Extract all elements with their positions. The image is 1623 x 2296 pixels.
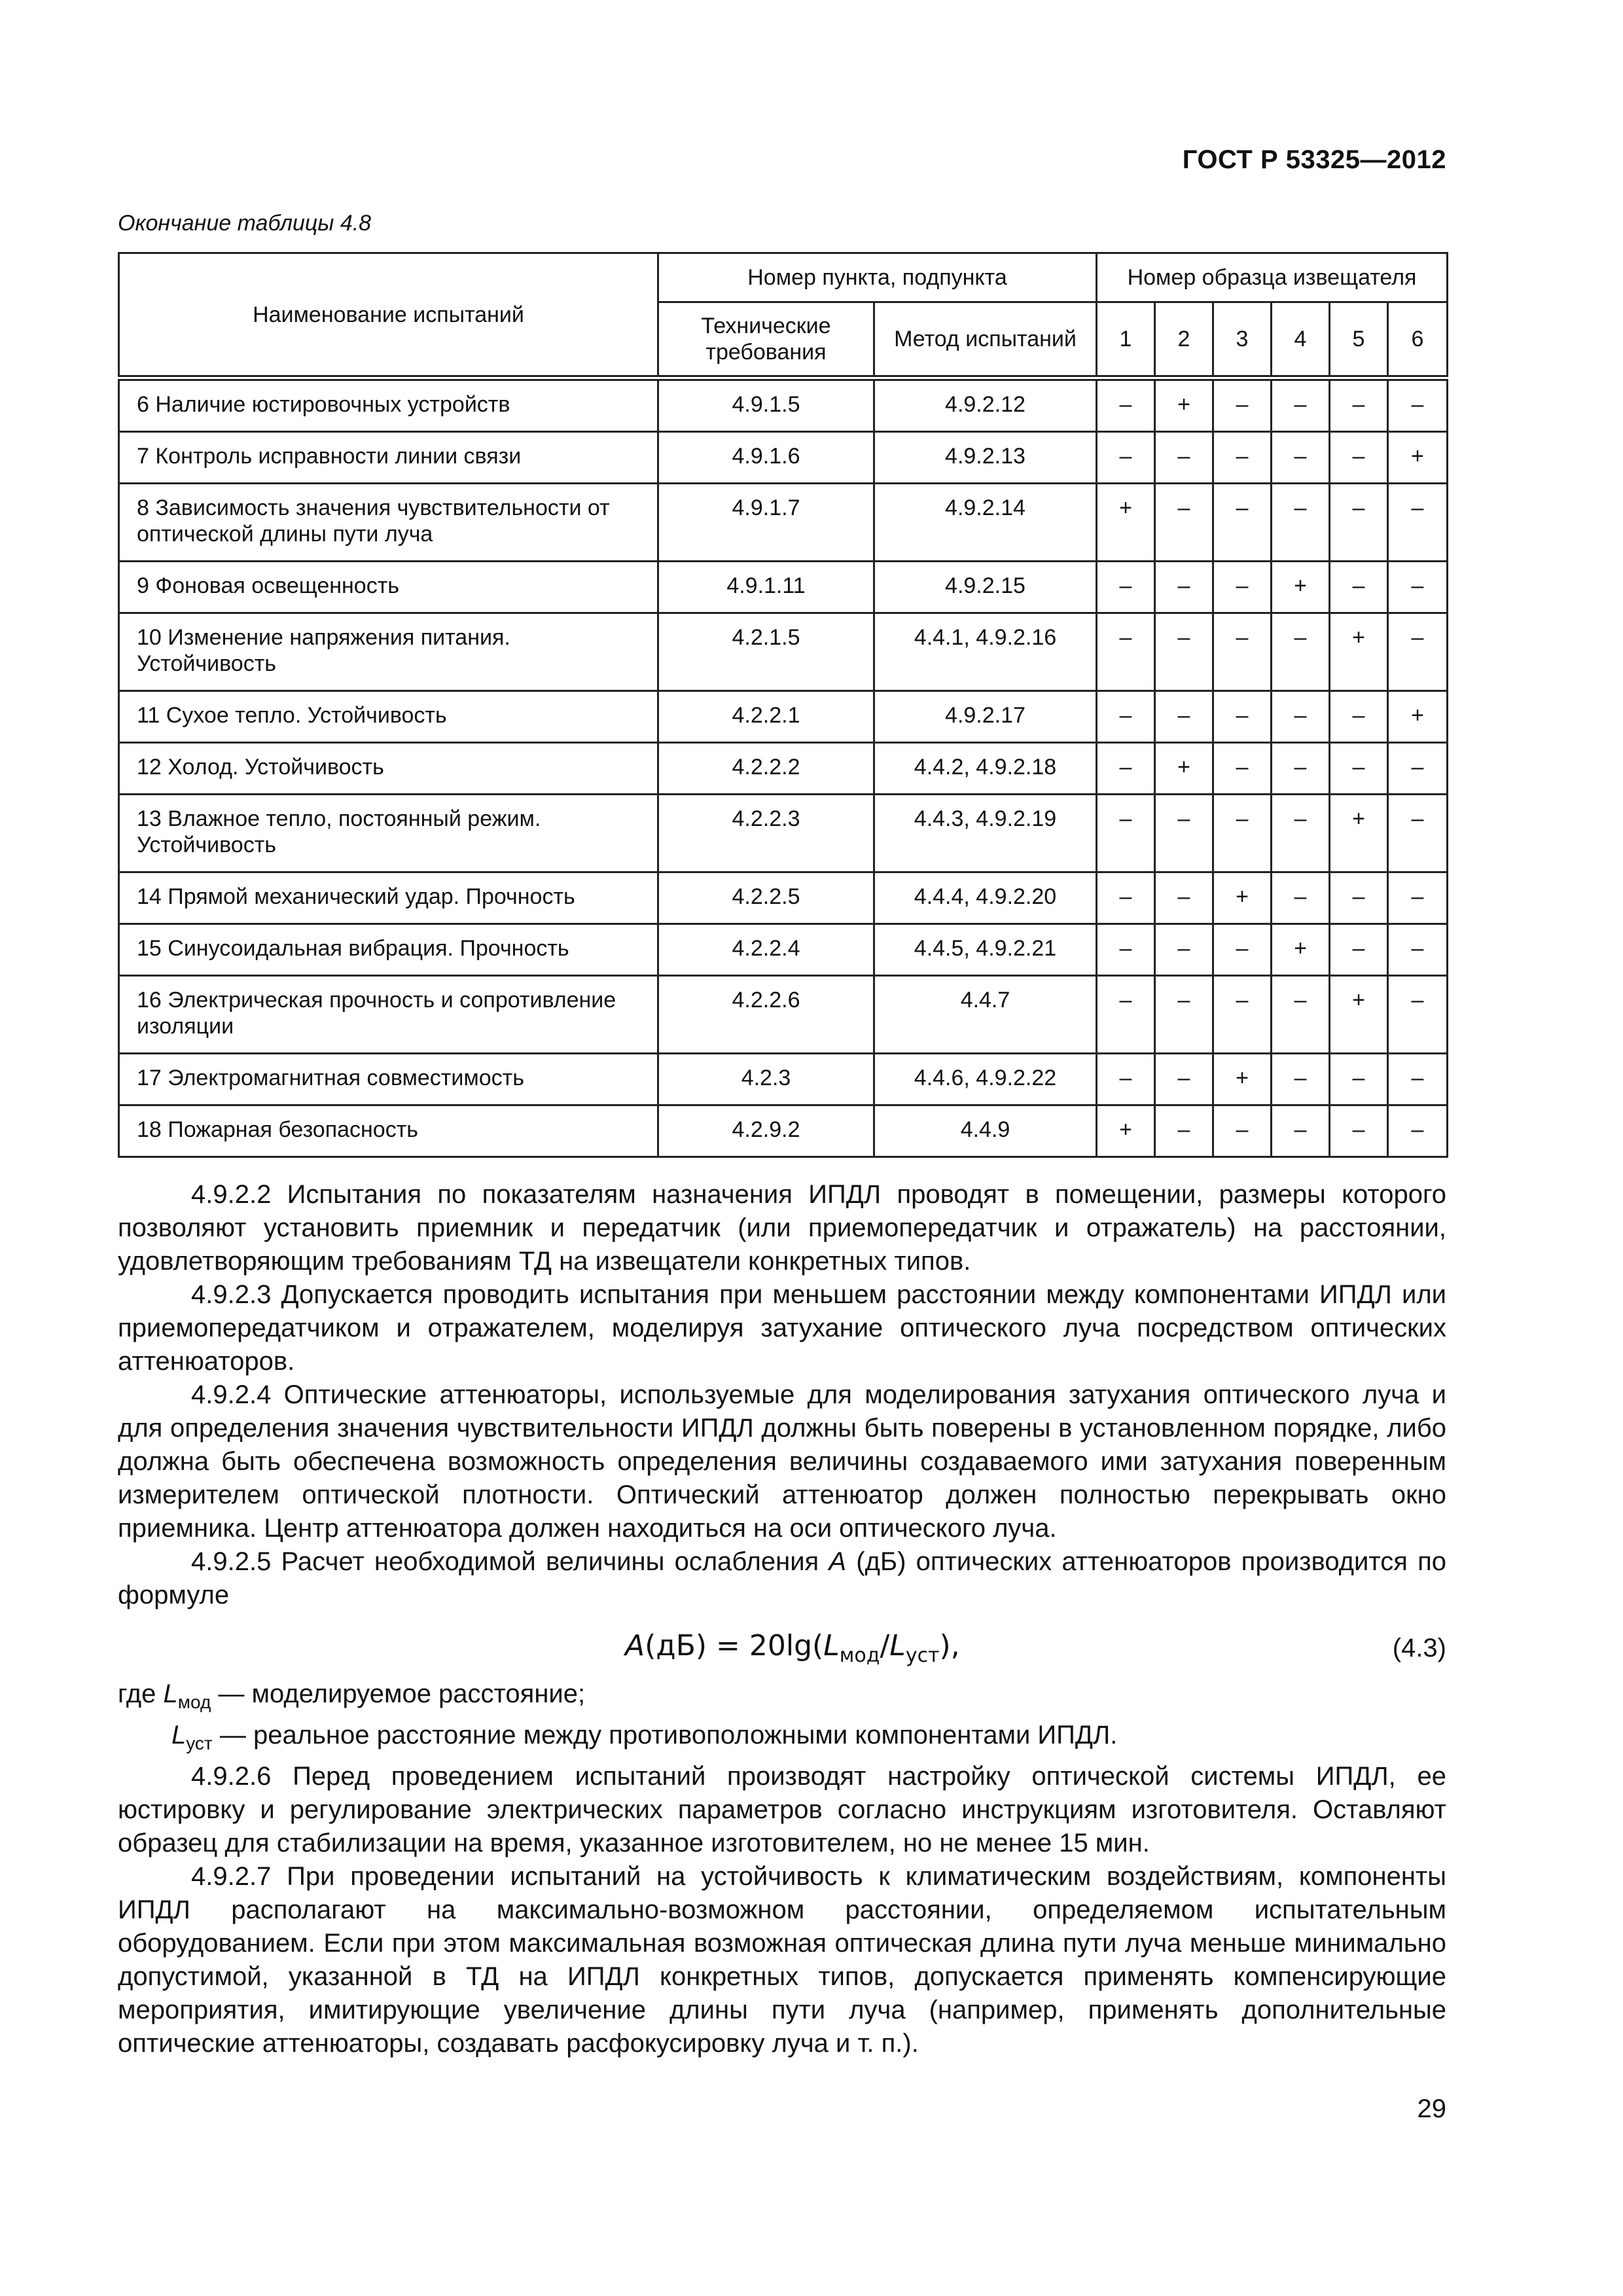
table-row	[119, 976, 1448, 1054]
cell-tech-requirement: 4.2.3	[658, 1054, 874, 1105]
cell-test-method: 4.4.2, 4.9.2.18	[874, 743, 1097, 795]
cell-sample-mark: –	[1213, 691, 1272, 743]
cell-sample-mark: –	[1330, 1105, 1388, 1157]
cell-sample-mark: –	[1330, 432, 1388, 484]
cell-sample-mark: –	[1155, 562, 1213, 613]
cell-test-name: 12 Холод. Устойчивость	[119, 743, 658, 795]
cell-test-method: 4.4.1, 4.9.2.16	[874, 613, 1097, 691]
cell-sample-mark: –	[1213, 562, 1272, 613]
body-text	[118, 1178, 1446, 2060]
cell-sample-mark: +	[1097, 1105, 1155, 1157]
variable-sub: мод	[177, 1692, 211, 1712]
variable: L	[163, 1679, 178, 1708]
cell-test-name: 13 Влажное тепло, постоянный режим. Устойчивость	[119, 795, 658, 872]
header-sample-2: 2	[1155, 302, 1213, 378]
cell-tech-requirement: 4.9.1.7	[658, 484, 874, 562]
header-sample-5: 5	[1330, 302, 1388, 378]
cell-test-method: 4.4.4, 4.9.2.20	[874, 872, 1097, 924]
cell-sample-mark: –	[1097, 924, 1155, 976]
cell-sample-mark: –	[1388, 562, 1448, 613]
cell-sample-mark: –	[1388, 872, 1448, 924]
cell-test-name: 11 Сухое тепло. Устойчивость	[119, 691, 658, 743]
cell-test-name: 6 Наличие юстировочных устройств	[119, 378, 658, 432]
cell-sample-mark: –	[1330, 484, 1388, 562]
cell-test-name: 16 Электрическая прочность и сопротивление изоляции	[119, 976, 658, 1054]
paragraph-text: 4.9.2.5 Расчет необходимой величины ослабления	[191, 1547, 829, 1576]
header-sample-3: 3	[1213, 302, 1272, 378]
cell-sample-mark: –	[1330, 691, 1388, 743]
table-row	[119, 872, 1448, 924]
cell-sample-mark: –	[1272, 743, 1330, 795]
cell-sample-mark: –	[1213, 743, 1272, 795]
cell-sample-mark: –	[1097, 691, 1155, 743]
cell-sample-mark: –	[1388, 1054, 1448, 1105]
formula-expression: $A(дБ) = 20\lg(L_{мод}/L_{уст})$,	[625, 1629, 960, 1667]
cell-sample-mark: –	[1213, 795, 1272, 872]
formula-unit: (дБ)	[645, 1629, 707, 1662]
cell-sample-mark: –	[1097, 432, 1155, 484]
cell-sample-mark: –	[1213, 484, 1272, 562]
page-number: 29	[1417, 2094, 1446, 2123]
paragraph: 4.9.2.3 Допускается проводить испытания при меньшем расстоянии между компонентами ИПДЛ или приемопередатчиком и отражателем, моделируя затухание оптического луча посредством оптических аттенюаторов.	[118, 1280, 1446, 1376]
cell-tech-requirement: 4.2.2.3	[658, 795, 874, 872]
cell-sample-mark: –	[1097, 872, 1155, 924]
cell-sample-mark: –	[1097, 378, 1155, 432]
cell-tech-requirement: 4.9.1.5	[658, 378, 874, 432]
definition-text: — реальное расстояние между противоположными компонентами ИПДЛ.	[212, 1721, 1118, 1749]
cell-sample-mark: +	[1330, 795, 1388, 872]
paragraph	[118, 1545, 1446, 1612]
cell-sample-mark: –	[1330, 924, 1388, 976]
cell-sample-mark: +	[1155, 743, 1213, 795]
cell-sample-mark: –	[1097, 562, 1155, 613]
cell-sample-mark: +	[1213, 1054, 1272, 1105]
cell-sample-mark: –	[1155, 1054, 1213, 1105]
table-row	[119, 432, 1448, 484]
variable: L	[171, 1721, 187, 1749]
cell-sample-mark: –	[1155, 1105, 1213, 1157]
table-row	[119, 562, 1448, 613]
formula-var: L	[823, 1629, 840, 1662]
header-item-number: Номер пункта, подпункта	[658, 253, 1097, 302]
table-row	[119, 613, 1448, 691]
cell-test-method: 4.9.2.13	[874, 432, 1097, 484]
cell-sample-mark: –	[1272, 613, 1330, 691]
cell-sample-mark: –	[1388, 743, 1448, 795]
table-row	[119, 795, 1448, 872]
formula-sub: уст	[905, 1643, 940, 1667]
cell-sample-mark: –	[1155, 691, 1213, 743]
cell-test-name: 17 Электромагнитная совместимость	[119, 1054, 658, 1105]
cell-sample-mark: +	[1097, 484, 1155, 562]
table-row	[119, 378, 1448, 432]
cell-tech-requirement: 4.2.2.5	[658, 872, 874, 924]
test-table	[118, 252, 1448, 1158]
cell-sample-mark: –	[1272, 1105, 1330, 1157]
cell-tech-requirement: 4.2.1.5	[658, 613, 874, 691]
cell-test-method: 4.4.9	[874, 1105, 1097, 1157]
definition-text: — моделируемое расстояние;	[211, 1679, 586, 1708]
formula	[118, 1612, 1446, 1677]
cell-tech-requirement: 4.2.2.4	[658, 924, 874, 976]
cell-sample-mark: –	[1388, 976, 1448, 1054]
cell-sample-mark: –	[1330, 562, 1388, 613]
cell-test-name: 7 Контроль исправности линии связи	[119, 432, 658, 484]
cell-sample-mark: –	[1097, 976, 1155, 1054]
formula-var: L	[889, 1629, 906, 1662]
header-tech-requirements: Технические требования	[658, 302, 874, 378]
cell-sample-mark: –	[1155, 924, 1213, 976]
cell-test-method: 4.9.2.15	[874, 562, 1097, 613]
cell-sample-mark: –	[1155, 795, 1213, 872]
cell-test-method: 4.9.2.17	[874, 691, 1097, 743]
paragraph: 4.9.2.4 Оптические аттенюаторы, используемые для моделирования затухания оптического луча и для определения значения чувствительности ИПДЛ должны быть поверены в установленном порядке, либо должна быть обеспечена возможность определения величины создаваемого ими затухания поверенным измерителем оптической плотности. Оптический аттенюатор должен полностью перекрывать окно приемника. Центр аттенюатора должен находиться на оси оптического луча.	[118, 1380, 1446, 1543]
cell-test-name: 18 Пожарная безопасность	[119, 1105, 658, 1157]
cell-sample-mark: –	[1388, 1105, 1448, 1157]
cell-test-method: 4.9.2.14	[874, 484, 1097, 562]
cell-test-name: 15 Синусоидальная вибрация. Прочность	[119, 924, 658, 976]
cell-sample-mark: –	[1272, 432, 1330, 484]
cell-sample-mark: –	[1155, 484, 1213, 562]
cell-tech-requirement: 4.2.9.2	[658, 1105, 874, 1157]
cell-sample-mark: –	[1155, 872, 1213, 924]
cell-sample-mark: –	[1272, 1054, 1330, 1105]
header-sample-6: 6	[1388, 302, 1448, 378]
table-caption: Окончание таблицы 4.8	[118, 211, 372, 236]
cell-sample-mark: –	[1330, 1054, 1388, 1105]
cell-sample-mark: –	[1272, 976, 1330, 1054]
cell-sample-mark: –	[1213, 1105, 1272, 1157]
cell-sample-mark: –	[1272, 484, 1330, 562]
header-sample-4: 4	[1272, 302, 1330, 378]
paragraph: 4.9.2.2 Испытания по показателям назначения ИПДЛ проводят в помещении, размеры которого позволяют установить приемник и передатчик (или приемопередатчик и отражатель) на расстоянии, удовлетворяющим требованиям ТД на извещатели конкретных типов.	[118, 1180, 1446, 1276]
cell-sample-mark: –	[1213, 924, 1272, 976]
cell-tech-requirement: 4.9.1.11	[658, 562, 874, 613]
cell-tech-requirement: 4.2.2.2	[658, 743, 874, 795]
cell-sample-mark: +	[1213, 872, 1272, 924]
formula-number: (4.3)	[1392, 1634, 1446, 1662]
cell-tech-requirement: 4.2.2.1	[658, 691, 874, 743]
formula-sub: мод	[839, 1643, 880, 1667]
cell-test-name: 8 Зависимость значения чувствительности от оптической длины пути луча	[119, 484, 658, 562]
header-test-method: Метод испытаний	[874, 302, 1097, 378]
cell-test-method: 4.9.2.12	[874, 378, 1097, 432]
cell-tech-requirement: 4.2.2.6	[658, 976, 874, 1054]
table-row	[119, 484, 1448, 562]
definition	[118, 1677, 1446, 1719]
cell-sample-mark: –	[1155, 432, 1213, 484]
variable-sub: уст	[186, 1733, 213, 1753]
cell-sample-mark: +	[1272, 924, 1330, 976]
cell-test-method: 4.4.5, 4.9.2.21	[874, 924, 1097, 976]
cell-sample-mark: –	[1388, 613, 1448, 691]
cell-sample-mark: –	[1272, 795, 1330, 872]
cell-sample-mark: –	[1388, 378, 1448, 432]
table-row	[119, 924, 1448, 976]
cell-sample-mark: –	[1097, 743, 1155, 795]
cell-test-name: 14 Прямой механический удар. Прочность	[119, 872, 658, 924]
cell-sample-mark: –	[1272, 872, 1330, 924]
table-row	[119, 1105, 1448, 1157]
cell-sample-mark: –	[1330, 378, 1388, 432]
cell-sample-mark: +	[1388, 432, 1448, 484]
formula-var: A	[625, 1629, 645, 1662]
table-row	[119, 743, 1448, 795]
cell-test-name: 10 Изменение напряжения питания. Устойчивость	[119, 613, 658, 691]
cell-sample-mark: –	[1097, 1054, 1155, 1105]
header-test-name: Наименование испытаний	[119, 253, 658, 378]
cell-sample-mark: –	[1388, 795, 1448, 872]
cell-sample-mark: –	[1155, 613, 1213, 691]
cell-sample-mark: –	[1272, 691, 1330, 743]
cell-test-name: 9 Фоновая освещенность	[119, 562, 658, 613]
paragraph: 4.9.2.6 Перед проведением испытаний производят настройку оптической системы ИПДЛ, ее юстировку и регулирование электрических параметров согласно инструкциям изготовителя. Оставляют образец для стабилизации на время, указанное изготовителем, но не менее 15 мин.	[118, 1762, 1446, 1857]
cell-sample-mark: –	[1213, 432, 1272, 484]
cell-sample-mark: –	[1330, 872, 1388, 924]
formula-eq: = 20lg	[707, 1629, 813, 1662]
cell-sample-mark: +	[1155, 378, 1213, 432]
cell-tech-requirement: 4.9.1.6	[658, 432, 874, 484]
where-label: где	[118, 1679, 156, 1708]
cell-sample-mark: –	[1097, 613, 1155, 691]
cell-sample-mark: +	[1272, 562, 1330, 613]
variable: A	[829, 1547, 847, 1576]
cell-sample-mark: –	[1388, 484, 1448, 562]
header-sample-1: 1	[1097, 302, 1155, 378]
paragraph: 4.9.2.7 При проведении испытаний на устойчивость к климатическим воздействиям, компоненты ИПДЛ располагают на максимально-возможном расстоянии, определяемом испытательным оборудованием. Если при этом максимальная возможная оптическая длина пути луча меньше минимально допустимой, указанной в ТД на ИПДЛ конкретных типов, допускается применять компенсирующие мероприятия, имитирующие увеличение длины пути луча (например, применять дополнительные оптические аттенюаторы, создавать расфокусировку луча и т. п.).	[118, 1862, 1446, 2058]
cell-sample-mark: –	[1213, 378, 1272, 432]
document-header: ГОСТ Р 53325—2012	[1182, 145, 1446, 174]
cell-sample-mark: +	[1330, 976, 1388, 1054]
cell-sample-mark: +	[1330, 613, 1388, 691]
cell-sample-mark: –	[1097, 795, 1155, 872]
cell-sample-mark: –	[1330, 743, 1388, 795]
cell-sample-mark: –	[1213, 976, 1272, 1054]
cell-test-method: 4.4.6, 4.9.2.22	[874, 1054, 1097, 1105]
cell-test-method: 4.4.3, 4.9.2.19	[874, 795, 1097, 872]
cell-sample-mark: –	[1272, 378, 1330, 432]
cell-sample-mark: –	[1155, 976, 1213, 1054]
header-sample-number: Номер образца извещателя	[1097, 253, 1448, 302]
cell-sample-mark: –	[1213, 613, 1272, 691]
cell-test-method: 4.4.7	[874, 976, 1097, 1054]
table-row	[119, 1054, 1448, 1105]
cell-sample-mark: +	[1388, 691, 1448, 743]
definition	[118, 1719, 1446, 1760]
paragraph-text: (дБ) оптических аттенюаторов производится по формуле	[118, 1547, 1446, 1609]
cell-sample-mark: –	[1388, 924, 1448, 976]
table-row	[119, 691, 1448, 743]
